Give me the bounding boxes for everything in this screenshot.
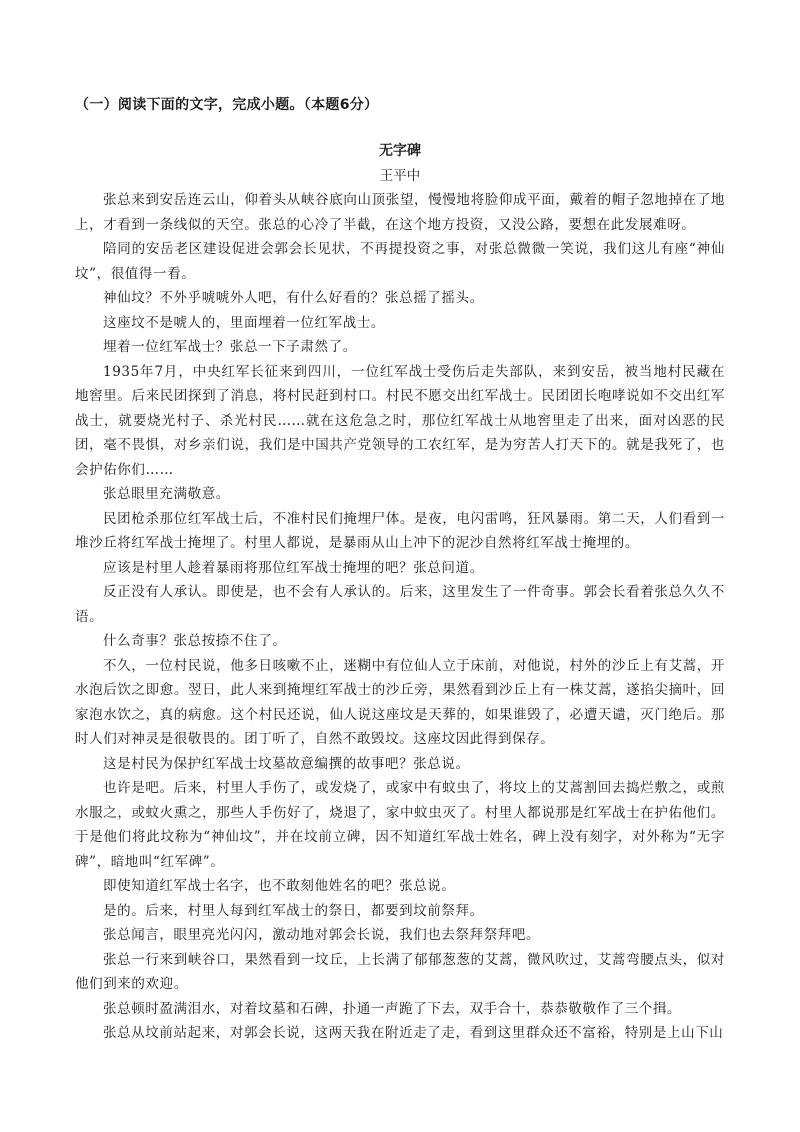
paragraph: 也许是吧。后来，村里人手伤了，或发烧了，或家中有蚊虫了，将坟上的艾蒿割回去捣烂敷之，或煎水服之，或蚊火熏之，那些人手伤好了，烧退了，家中蚊虫灭了。村里人都说那是红军战士在护佑他们。于是他们将此坟称为“神仙坟”，并在坟前立碑，因不知道红军战士姓名，碑上没有刻字，对外称为“无字碑”，暗地叫“红军碑”。	[75, 780, 725, 870]
paragraph: 张总来到安岳连云山，仰着头从峡谷底向山顶张望，慢慢地将脸仰成平面，戴着的帽子忽地掉在了地上，才看到一条线似的天空。张总的心冷了半截，在这个地方投资，又没公路，要想在此发展难呀。	[75, 192, 725, 233]
paragraph: 张总顿时盈满泪水，对着坟墓和石碑，扑通一声跪了下去，双手合十，恭恭敬敬作了三个揖。	[103, 1000, 682, 1017]
paragraph: 这是村民为保护红军战士坟墓故意编撰的故事吧？张总说。	[103, 755, 470, 772]
paragraph: 是的。后来，村里人每到红军战士的祭日，都要到坟前祭拜。	[103, 902, 484, 919]
paragraph: 民团枪杀那位红军战士后，不准村民们掩埋尸体。是夜，电闪雷鸣，狂风暴雨。第二天，人们看到一堆沙丘将红军战士掩埋了。村里人都说，是暴雨从山上冲下的泥沙自然将红军战士掩埋的。	[75, 510, 725, 551]
paragraph: 1935年7月，中央红军长征来到四川，一位红军战士受伤后走失部队，来到安岳，被当地村民藏在地窖里。后来民团探到了消息，将村民赶到村口。村民不愿交出红军战士。民团团长咆哮说如不交出红军战士，就要烧光村子、杀光村民……就在这危急之时，那位红军战士从地窖里走了出来，面对凶恶的民团，毫不畏惧，对乡亲们说，我们是中国共产党领导的工农红军，是为穷苦人打天下的。就是我死了，也会护佑你们……	[75, 363, 725, 478]
section-heading: （一）阅读下面的文字，完成小题。（本题6分）	[75, 97, 379, 113]
paragraph: 张总眼里充满敬意。	[103, 486, 230, 502]
paragraph: 神仙坟？不外乎唬唬外人吧，有什么好看的？张总摇了摇头。	[103, 290, 484, 306]
paragraph: 即使知道红军战士名字，也不敢刻他姓名的吧？张总说。	[103, 878, 456, 894]
article-author: 王平中	[379, 168, 421, 184]
paragraph: 埋着一位红军战士？张总一下子肃然了。	[103, 339, 357, 355]
article-body	[75, 188, 725, 1046]
paragraph: 陪同的安岳老区建设促进会郭会长见状，不再提投资之事，对张总微微一笑说，我们这儿有座“神仙坟”，很值得一看。	[75, 241, 725, 282]
paragraph: 这座坟不是唬人的，里面埋着一位红军战士。	[103, 314, 385, 331]
paragraph: 张总闻言，眼里亮光闪闪，激动地对郭会长说，我们也去祭拜祭拜吧。	[103, 927, 541, 943]
paragraph: 张总一行来到峡谷口，果然看到一坟丘，上长满了郁郁葱葱的艾蒿，微风吹过，艾蒿弯腰点头，似对他们到来的欢迎。	[75, 951, 725, 992]
paragraph: 张总从坟前站起来，对郭会长说，这两天我在附近走了走，看到这里群众还不富裕，特别是上山下山	[103, 1025, 724, 1041]
article-title: 无字碑	[379, 143, 421, 159]
paragraph: 应该是村里人趁着暴雨将那位红军战士掩埋的吧？张总问道。	[103, 559, 484, 576]
paragraph: 反正没有人承认。即使是，也不会有人承认的。后来，这里发生了一件奇事。郭会长看着张总久久不语。	[75, 584, 725, 625]
paragraph: 不久，一位村民说，他多日咳嗽不止，迷糊中有位仙人立于床前，对他说，村外的沙丘上有艾蒿，开水泡后饮之即愈。翌日，此人来到掩埋红军战士的沙丘旁，果然看到沙丘上有一株艾蒿，遂掐尖摘叶，回家泡水饮之，真的病愈。这个村民还说，仙人说这座坟是天葬的，如果谁毁了，必遭天谴，灭门绝后。那时人们对神灵是很敬畏的。团丁听了，自然不敢毁坟。这座坟因此得到保存。	[75, 657, 725, 747]
paragraph: 什么奇事？张总按捺不住了。	[103, 633, 287, 649]
